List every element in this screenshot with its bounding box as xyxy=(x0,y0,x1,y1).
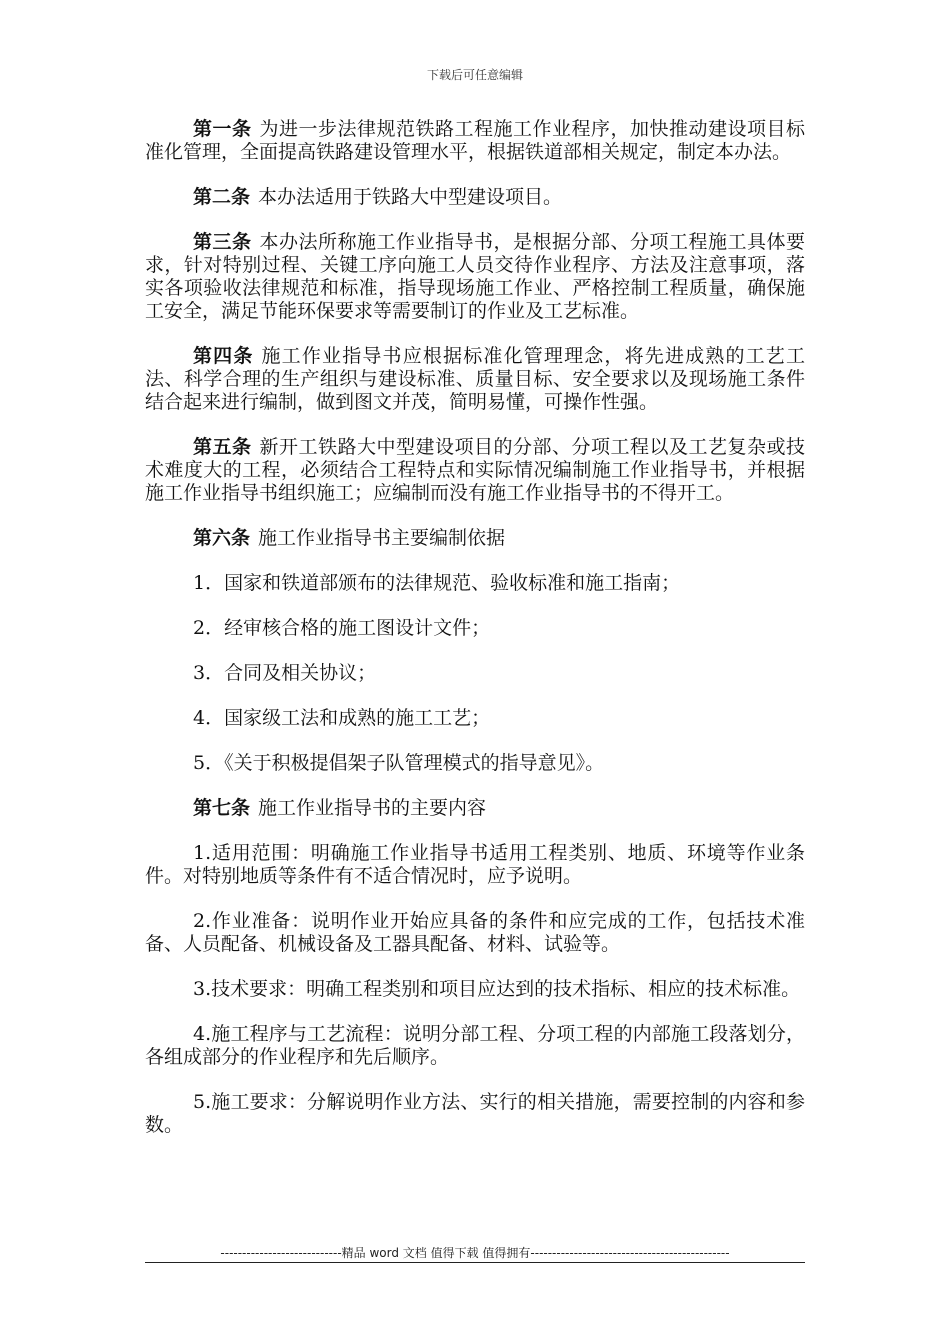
article-3 xyxy=(145,231,805,323)
article-label: 第四条 xyxy=(193,345,254,367)
article-text: 施工作业指导书的主要内容 xyxy=(258,797,487,819)
list-item: 3．合同及相关协议； xyxy=(193,662,377,684)
article-7 xyxy=(145,797,805,820)
list-item: 1.适用范围：明确施工作业指导书适用工程类别、地质、环境等作业条件。对特别地质等条件有不适合情况时，应予说明。 xyxy=(145,842,805,887)
list-item: 3.技术要求：明确工程类别和项目应达到的技术指标、相应的技术标准。 xyxy=(193,978,801,1000)
article-label: 第七条 xyxy=(193,797,251,819)
list-item: 1．国家和铁道部颁布的法律规范、验收标准和施工指南； xyxy=(193,572,681,594)
list-item: 2.作业准备：说明作业开始应具备的条件和应完成的工作，包括技术准备、人员配备、机械设备及工器具配备、材料、试验等。 xyxy=(145,910,805,955)
page-header: 下载后可任意编辑 xyxy=(426,68,523,82)
article-4 xyxy=(145,345,805,414)
list-item: 4．国家级工法和成熟的施工工艺； xyxy=(193,707,491,729)
article-label: 第二条 xyxy=(193,186,251,208)
article-2 xyxy=(145,186,805,209)
article-text: 本办法所称施工作业指导书，是根据分部、分项工程施工具体要求，针对特别过程、关键工序向施工人员交待作业程序、方法及注意事项，落实各项验收法律规范和标准，指导现场施工作业、严格控制工程质量，确保施工安全，满足节能环保要求等需要制订的作业及工艺标准。 xyxy=(145,231,805,322)
article-label: 第三条 xyxy=(193,231,252,253)
list-item: 2．经审核合格的施工图设计文件； xyxy=(193,617,491,639)
list-item: 4.施工程序与工艺流程：说明分部工程、分项工程的内部施工段落划分，各组成部分的作业程序和先后顺序。 xyxy=(145,1023,805,1068)
article-label: 第五条 xyxy=(193,436,252,458)
article-label: 第六条 xyxy=(193,527,251,549)
article-text: 新开工铁路大中型建设项目的分部、分项工程以及工艺复杂或技术难度大的工程，必须结合工程特点和实际情况编制施工作业指导书，并根据施工作业指导书组织施工；应编制而没有施工作业指导书的不得开工。 xyxy=(145,436,805,504)
article-text: 本办法适用于铁路大中型建设项目。 xyxy=(258,186,563,208)
page-footer: ----------------------------精品 word 文档 值得下载 值得拥有---------------------------------------------- xyxy=(220,1246,730,1260)
list-item: 5.施工要求：分解说明作业方法、实行的相关措施，需要控制的内容和参数。 xyxy=(145,1091,805,1136)
article-5 xyxy=(145,436,805,505)
article-text: 施工作业指导书应根据标准化管理理念，将先进成熟的工艺工法、科学合理的生产组织与建设标准、质量目标、安全要求以及现场施工条件结合起来进行编制，做到图文并茂，简明易懂，可操作性强。 xyxy=(145,345,805,413)
article-1 xyxy=(145,118,805,164)
document-body xyxy=(145,118,805,1159)
article-label: 第一条 xyxy=(193,118,252,140)
list-item: 5．《关于积极提倡架子队管理模式的指导意见》。 xyxy=(193,752,605,774)
article-text: 施工作业指导书主要编制依据 xyxy=(258,527,506,549)
article-6 xyxy=(145,527,805,550)
article-text: 为进一步法律规范铁路工程施工作业程序，加快推动建设项目标准化管理，全面提高铁路建设管理水平，根据铁道部相关规定，制定本办法。 xyxy=(145,118,805,163)
footer-divider xyxy=(145,1262,805,1263)
